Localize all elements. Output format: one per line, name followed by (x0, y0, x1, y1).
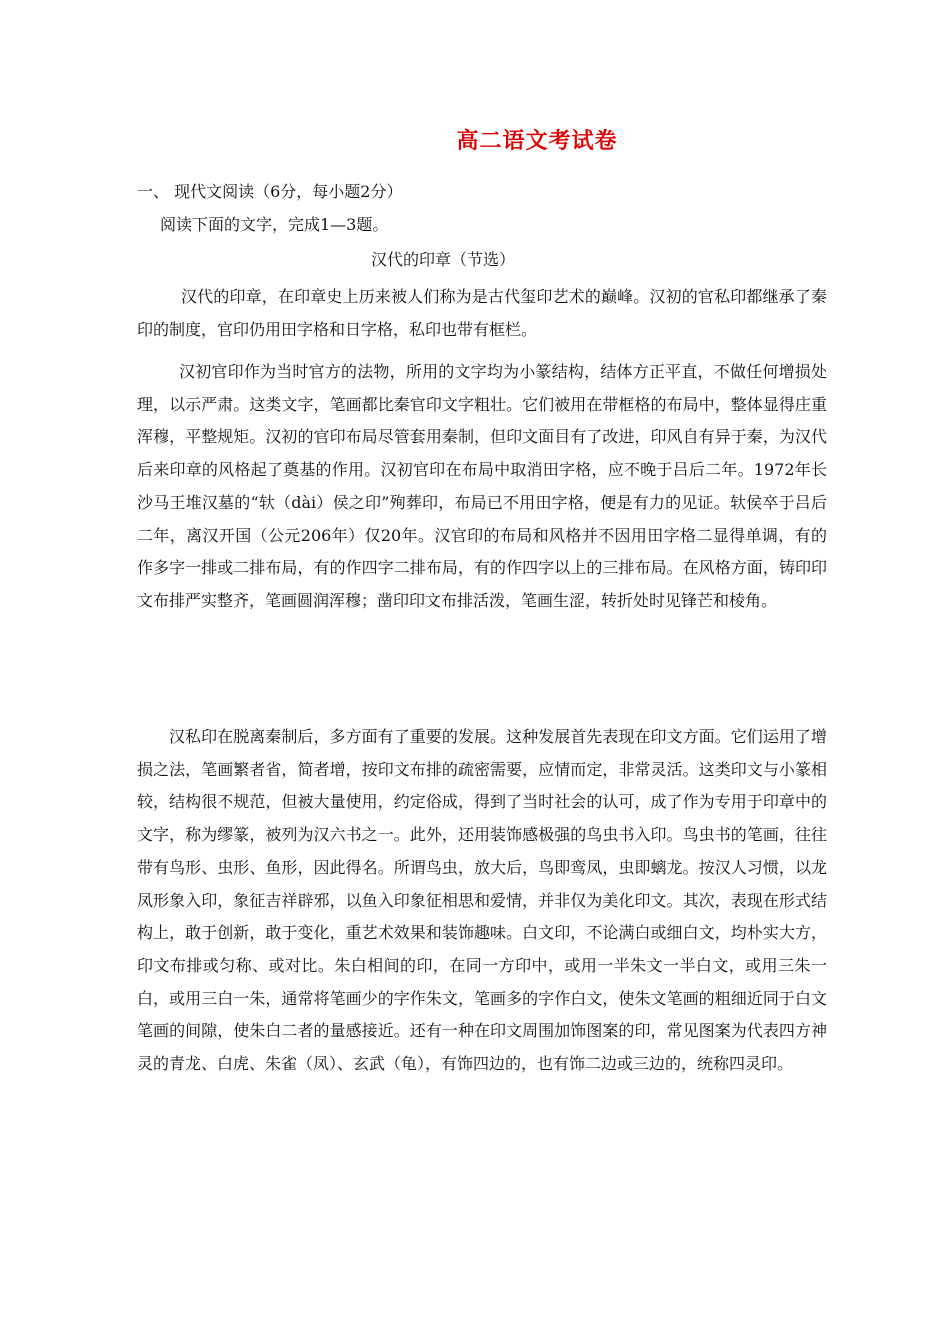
section-heading: 一、 现代文阅读（6分，每小题2分） (137, 182, 403, 201)
reading-instruction: 阅读下面的文字，完成1—3题。 (160, 215, 389, 234)
exam-title: 高二语文考试卷 (456, 128, 618, 154)
article-paragraph-2: 汉初官印作为当时官方的法物，所用的文字均为小篆结构，结体方正平直，不做任何增损处理，以示严肃。这类文字，笔画都比秦官印文字粗壮。它们被用在带框格的布局中，整体显得庄重浑穆，平整规矩。汉初的官印布局尽管套用秦制，但印文面目有了改进，印风自有异于秦，为汉代后来印章的风格起了奠基的作用。汉初官印在布局中取消田字格，应不晚于吕后二年。1972年长沙马王堆汉墓的“轪（dài）侯之印”殉葬印，布局已不用田字格，便是有力的见证。轪侯卒于吕后二年，离汉开国（公元206年）仅20年。汉官印的布局和风格并不因用田字格二显得单调，有的作多字一排或二排布局，有的作四字二排布局，有的作四字以上的三排布局。在风格方面，铸印印文布排严实整齐，笔画圆润浑穆；凿印印文布排活泼，笔画生涩，转折处时见锋芒和棱角。 (137, 362, 827, 610)
article-title: 汉代的印章（节选） (370, 250, 515, 269)
article-paragraph-1: 汉代的印章，在印章史上历来被人们称为是古代玺印艺术的巅峰。汉初的官私印都继承了秦印的制度，官印仍用田字格和日字格，私印也带有框栏。 (137, 287, 827, 339)
article-paragraph-3: 汉私印在脱离秦制后，多方面有了重要的发展。这种发展首先表现在印文方面。它们运用了增损之法，笔画繁者省，简者增，按印文布排的疏密需要，应情而定，非常灵活。这类印文与小篆相较，结构很不规范，但被大量使用，约定俗成，得到了当时社会的认可，成了作为专用于印章中的文字，称为缪篆，被列为汉六书之一。此外，还用装饰感极强的鸟虫书入印。鸟虫书的笔画，往往带有鸟形、虫形、鱼形，因此得名。所谓鸟虫，放大后，鸟即鸾凤，虫即螭龙。按汉人习惯，以龙凤形象入印，象征吉祥辟邪，以鱼入印象征相思和爱情，并非仅为美化印文。其次，表现在形式结构上，敢于创新，敢于变化，重艺术效果和装饰趣味。白文印，不论满白或细白文，均朴实大方，印文布排或匀称、或对比。朱白相间的印，在同一方印中，或用一半朱文一半白文，或用三朱一白，或用三白一朱，通常将笔画少的字作朱文，笔画多的字作白文，使朱文笔画的粗细近同于白文笔画的间隙，使朱白二者的量感接近。还有一种在印文周围加饰图案的印，常见图案为代表四方神灵的青龙、白虎、朱雀（凤）、玄武（龟），有饰四边的，也有饰二边或三边的，统称四灵印。 (137, 727, 827, 1074)
